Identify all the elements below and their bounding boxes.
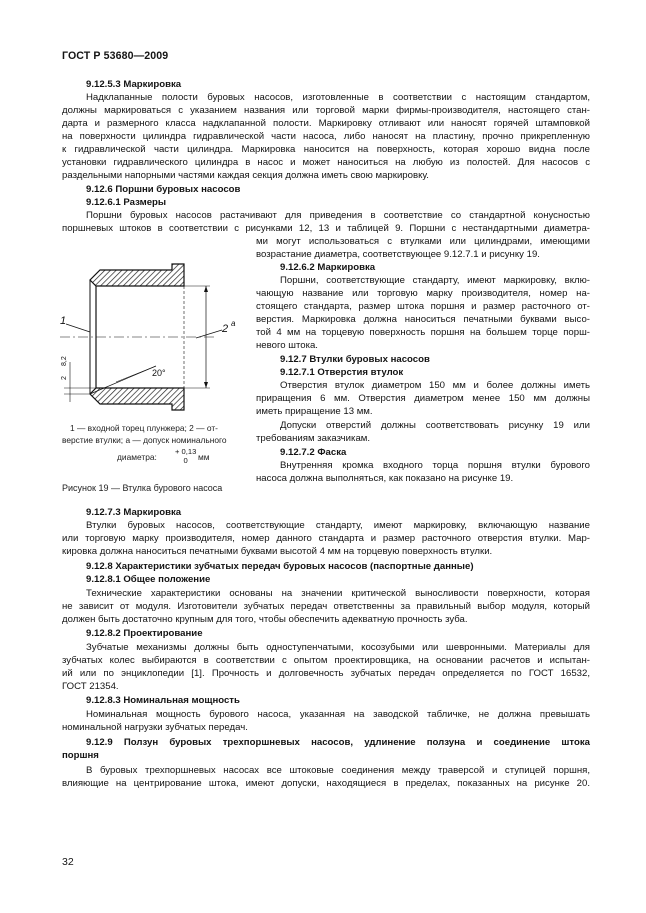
paragraph-line: Допуски отверстий должны соответствовать рисунку 19 или <box>280 420 590 431</box>
paragraph-line: установки гидравлического цилиндра в насос и может наноситься на любую из полостей. Для насосов с <box>62 157 590 168</box>
section-heading: 9.12.6.2 Маркировка <box>280 262 376 273</box>
document-header: ГОСТ Р 53680—2009 <box>62 50 169 62</box>
section-heading: 9.12.6.1 Размеры <box>86 197 167 208</box>
figure-dim-2: 2 <box>61 376 68 380</box>
figure-legend-diam: диаметра: <box>117 452 157 462</box>
section-heading: 9.12.7.3 Маркировка <box>86 507 182 518</box>
paragraph-line: требованиям заказчикам. <box>256 433 371 444</box>
section-heading: 9.12.8.1 Общее положение <box>86 574 211 585</box>
figure-legend-line: 1 — входной торец плунжера; 2 — от- <box>70 423 218 433</box>
figure-label-a: a <box>231 319 236 328</box>
figure-label-2: 2 <box>222 323 229 335</box>
section-heading: 9.12.9 Ползун буровых трехпоршневых насосов, удлинение ползуна и соединение штока <box>86 737 590 748</box>
paragraph-line: поршневых штоков в соответствии с рисунками 12, 13 и таблицей 9. Поршни с нестандартными диаметра- <box>62 223 590 234</box>
paragraph-line: не зависит от модуля. Изготовители зубчатых передач ответственны за правильный выбор модуля, который <box>62 601 590 612</box>
paragraph-line: той 4 мм на торцевую поверхность поршня на большем торце порш- <box>256 327 590 338</box>
paragraph-line: ми могут использоваться с втулками или цилиндрами, имеющими <box>256 236 590 247</box>
paragraph-line: кировка должна наноситься печатными буквами высотой 4 мм на торцевую поверхность втулки. <box>62 546 493 557</box>
figure-angle-label: 20° <box>152 368 166 378</box>
paragraph-line: Технические характеристики основаны на значении критической выносливости поверхности, которая <box>86 588 590 599</box>
section-heading: 9.12.8.3 Номинальная мощность <box>86 695 240 706</box>
paragraph-line: дарта и размерного класса надклапанной полости. Маркировку отливают или наносят горячей штамповкой <box>62 118 590 129</box>
paragraph-line: ий или по энциклопедии [1]. Прочность и долговечность зубчатых передач определяется по ГОСТ 16532, <box>62 668 590 679</box>
paragraph-line: ГОСТ 21354. <box>62 681 119 692</box>
section-heading: 9.12.7.2 Фаска <box>280 447 347 458</box>
paragraph-line: должен быть достаточно крупным для того, чтобы обеспечить адекватную прочность зуба. <box>62 614 468 625</box>
figure-tolerance-fraction <box>175 447 196 465</box>
figure-dim-8-2: 8,2 <box>61 356 68 366</box>
paragraph-line: Отверстия втулок диаметром 150 мм и более должны иметь <box>280 380 590 391</box>
paragraph-line: верстия. Маркировка должна наноситься печатными буквами высо- <box>256 314 590 325</box>
paragraph-line: или торговую марку производителя, номер данного стандарта и размер расточного отверстия втулки. Мар- <box>62 533 590 544</box>
figure-19-drawing <box>56 262 246 420</box>
frac-bottom: 0 <box>183 456 188 465</box>
paragraph-line: иметь приращение 13 мм. <box>256 406 373 417</box>
figure-legend-line: верстие втулки; a — допуск номинального <box>62 435 227 445</box>
page-number: 32 <box>62 856 74 868</box>
paragraph-line: приращения 6 мм. Отверстия диаметром менее 150 мм должны <box>256 393 590 404</box>
section-heading: поршня <box>62 750 99 761</box>
paragraph-line: влияющие на центрирование штока, имеют допуски, находящиеся в пределах, показанных на рисунке 20. <box>62 778 590 789</box>
paragraph-line: В буровых трехпоршневых насосах все штоковые соединения между траверсой и ступицей поршня, <box>86 765 590 776</box>
paragraph-line: Поршни буровых насосов растачивают для приведения в соответствие со стандартной конусностью <box>86 210 590 221</box>
section-heading: 9.12.8 Характеристики зубчатых передач буровых насосов (паспортные данные) <box>86 561 474 572</box>
paragraph-line: чающую название или торговую марку производителя, номер на- <box>256 288 590 299</box>
paragraph-line: должны маркироваться с указанием названия или торговой марки фирмы-производителя, настоящего стан- <box>62 105 590 116</box>
frac-top: + 0,13 <box>175 447 197 456</box>
paragraph-line: возрастание диаметра, соответствующее 9.12.7.1 и рисунку 19. <box>256 249 540 260</box>
paragraph-line: к гидравлической части цилиндра. Маркировка наносится на поверхность, которая хорошо видна после <box>62 144 590 155</box>
paragraph-line: раздельными напорными частями каждая секция должна иметь свою маркировку. <box>62 170 429 181</box>
paragraph-line: зубчатых колес выбираются в соответствии с опытом проектировщика, на основании расчетов и испытан- <box>62 655 590 666</box>
paragraph-line: Поршни, соответствующие стандарту, имеют маркировку, вклю- <box>280 275 590 286</box>
paragraph-line: Номинальная мощность бурового насоса, указанная на заводской табличке, не должна превышать <box>86 709 590 720</box>
bushing-wall-bottom <box>90 388 184 410</box>
figure-label-1: 1 <box>60 315 67 327</box>
paragraph-line: на поверхности цилиндра гидравлической части насоса, либо наносят на пластину, прочно прикрепленную <box>62 131 590 142</box>
paragraph-line: Втулки буровых насосов, соответствующие стандарту, имеют маркировку, включающую название <box>86 520 590 531</box>
section-heading: 9.12.8.2 Проектирование <box>86 628 203 639</box>
paragraph-line: насоса должна выполняться, как показано на рисунке 19. <box>256 473 514 484</box>
paragraph-line: невого штока. <box>256 340 318 351</box>
paragraph-line: стоящего стандарта, размер штока поршня и размер расточного от- <box>256 301 590 312</box>
section-heading: 9.12.5.3 Маркировка <box>86 79 182 90</box>
paragraph-line: Зубчатые механизмы должны быть одноступенчатыми, косозубыми или шевронными. Материалы для <box>86 642 590 653</box>
bushing-wall-top <box>90 264 184 286</box>
section-heading: 9.12.7 Втулки буровых насосов <box>280 354 430 365</box>
section-heading: 9.12.7.1 Отверстия втулок <box>280 367 404 378</box>
section-heading: 9.12.6 Поршни буровых насосов <box>86 184 241 195</box>
paragraph-line: Внутренняя кромка входного торца поршня втулки бурового <box>280 460 590 471</box>
paragraph-line: Надклапанные полости буровых насосов, изготовленные в соответствии с настоящим стандартом, <box>86 92 590 103</box>
figure-caption: Рисунок 19 — Втулка бурового насоса <box>62 483 223 493</box>
figure-legend-unit: мм <box>198 452 210 462</box>
paragraph-line: номинальной нагрузки зубчатых передач. <box>62 722 248 733</box>
